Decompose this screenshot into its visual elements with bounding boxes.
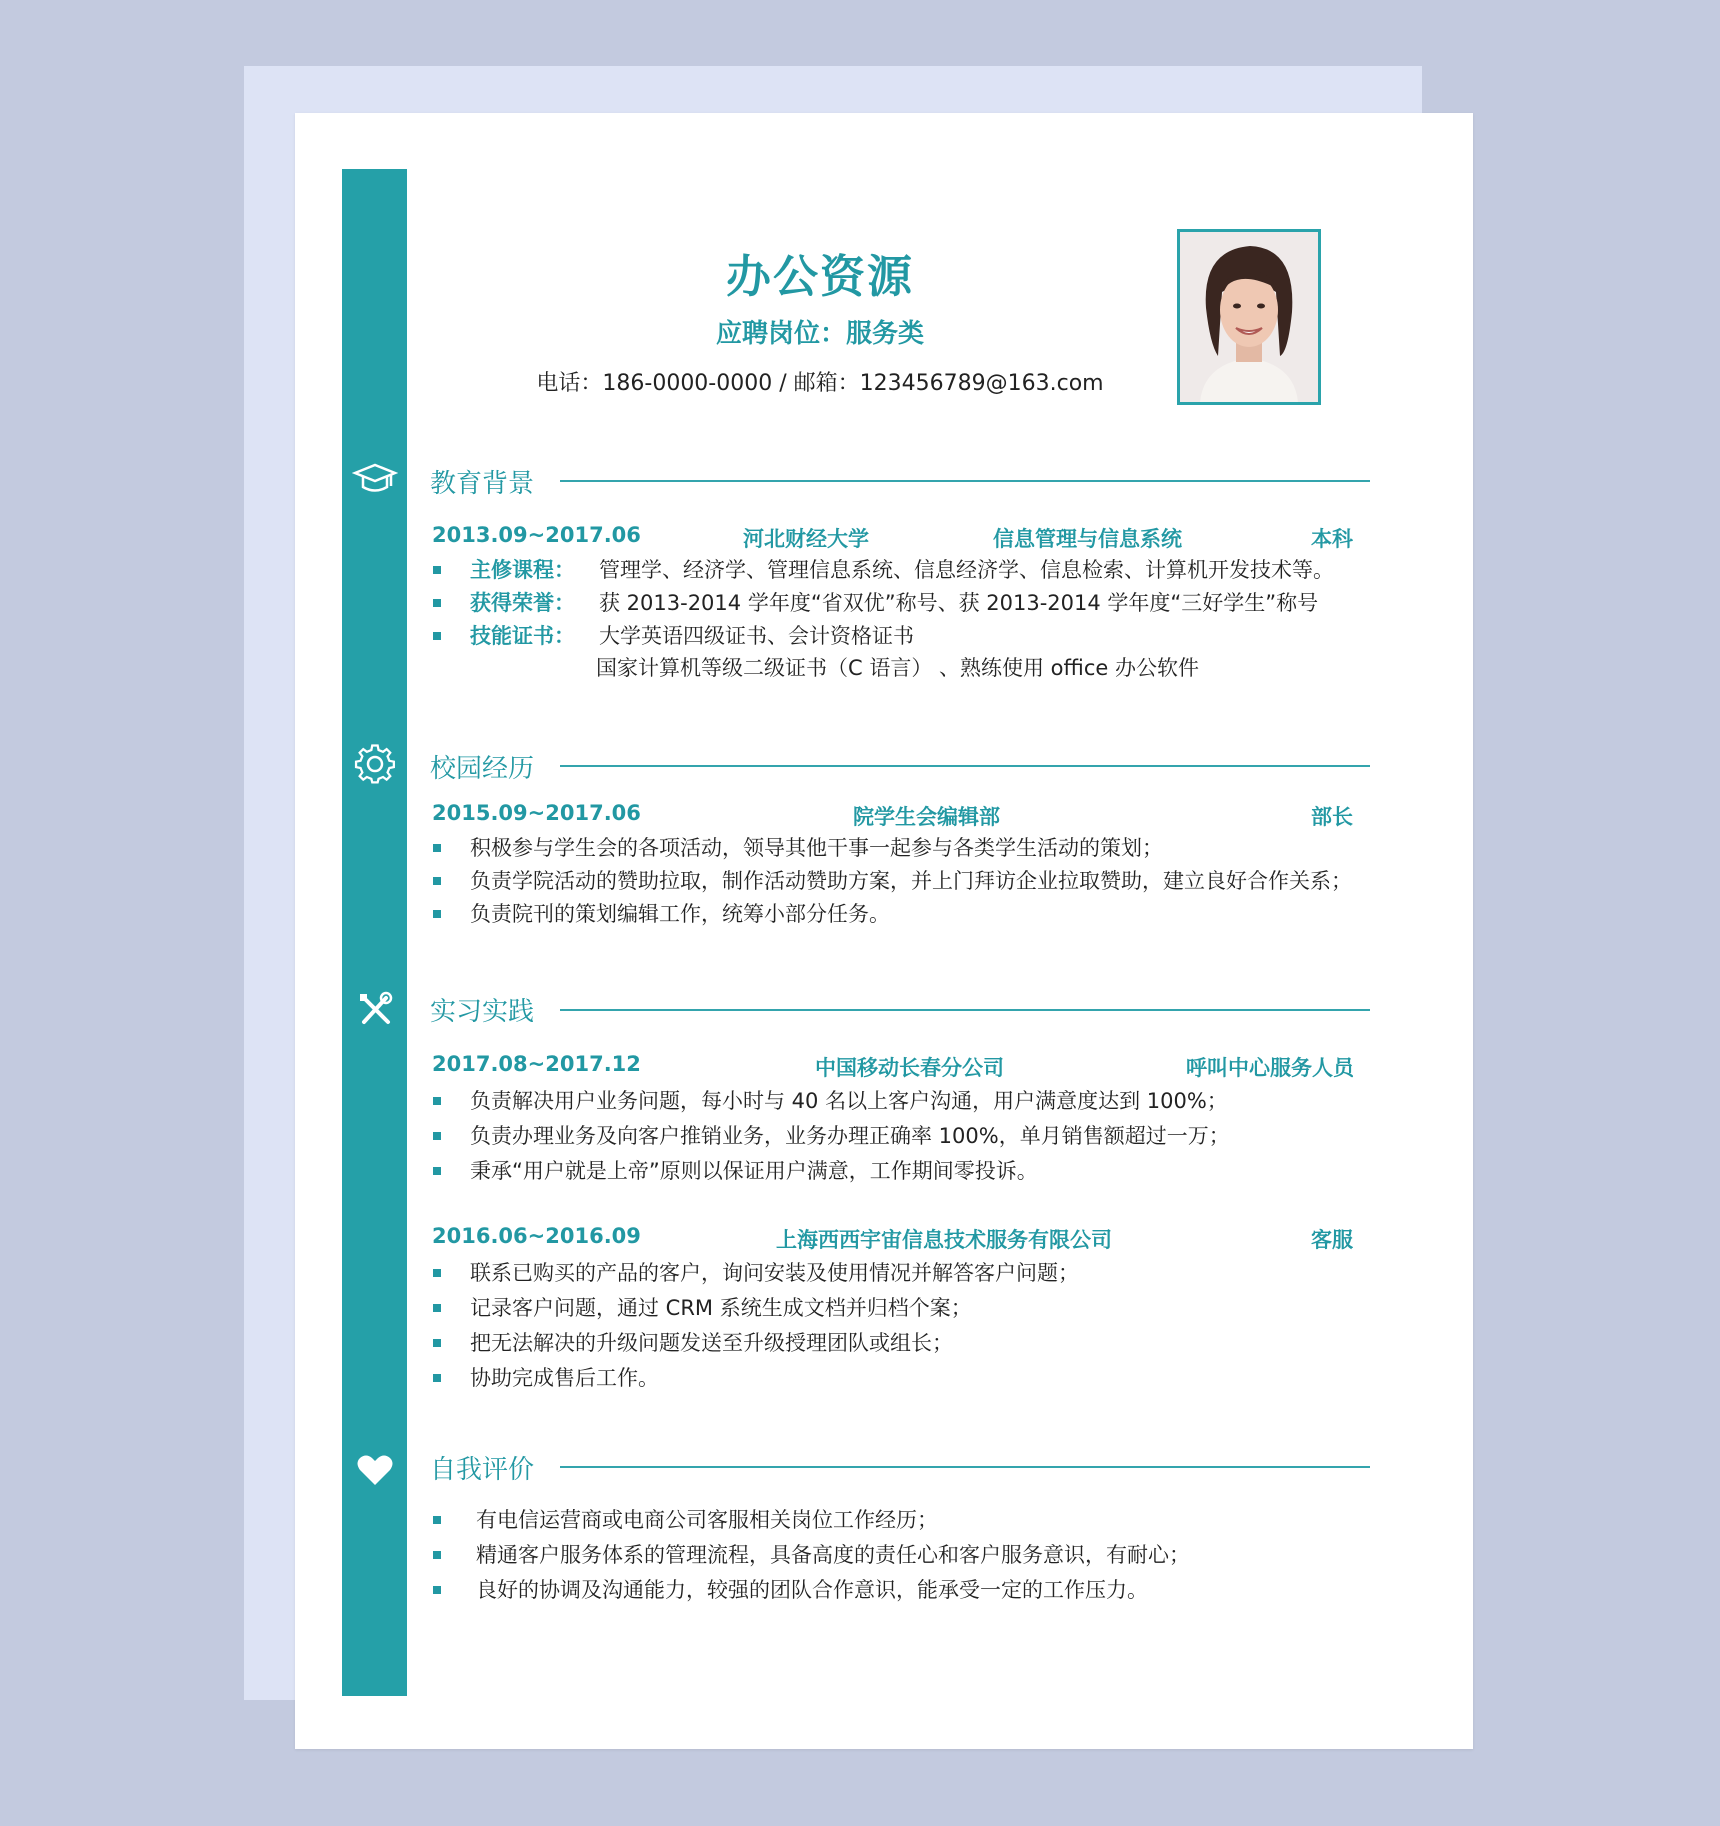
education-degree: 本科 bbox=[1311, 527, 1353, 551]
list-item: 负责办理业务及向客户推销业务，业务办理正确率 100%，单月销售额超过一万； bbox=[470, 1122, 1230, 1150]
list-item: 负责学院活动的赞助拉取，制作活动赞助方案，并上门拜访企业拉取赞助，建立良好合作关系； bbox=[470, 867, 1352, 895]
campus-org: 院学生会编辑部 bbox=[853, 805, 1000, 829]
list-item: 联系已购买的产品的客户，询问安装及使用情况并解答客户问题； bbox=[470, 1259, 1079, 1287]
list-item: 有电信运营商或电商公司客服相关岗位工作经历； bbox=[476, 1506, 938, 1534]
campus-divider bbox=[560, 765, 1370, 767]
self-eval-title: 自我评价 bbox=[430, 1455, 535, 1485]
candidate-name: 办公资源 bbox=[725, 250, 914, 303]
job-role: 客服 bbox=[1311, 1228, 1353, 1252]
contact-info: 电话：186-0000-0000 / 邮箱：123456789@163.com bbox=[536, 371, 1104, 396]
list-item: 记录客户问题，通过 CRM 系统生成文档并归档个案； bbox=[470, 1294, 972, 1322]
job-period: 2017.08~2017.12 bbox=[432, 1052, 641, 1076]
gear-icon bbox=[352, 741, 398, 787]
list-item: 秉承“用户就是上帝”原则以保证用户满意，工作期间零投诉。 bbox=[470, 1157, 1038, 1185]
education-title: 教育背景 bbox=[430, 469, 535, 499]
self-eval-divider bbox=[560, 1466, 1370, 1468]
list-item: 把无法解决的升级问题发送至升级授理团队或组长； bbox=[470, 1329, 953, 1357]
list-item: 负责解决用户业务问题，每小时与 40 名以上客户沟通，用户满意度达到 100%； bbox=[470, 1087, 1228, 1115]
heart-icon bbox=[352, 1447, 398, 1493]
education-period: 2013.09~2017.06 bbox=[432, 523, 641, 547]
list-item: 技能证书： 大学英语四级证书、会计资格证书 bbox=[470, 622, 914, 650]
job-company: 中国移动长春分公司 bbox=[815, 1056, 1004, 1080]
list-item: 获得荣誉： 获 2013-2014 学年度“省双优”称号、获 2013-2014 学年度“三好学生”称号 bbox=[470, 589, 1318, 617]
education-divider bbox=[560, 480, 1370, 482]
job-company: 上海西西宇宙信息技术服务有限公司 bbox=[776, 1228, 1112, 1252]
job-role: 呼叫中心服务人员 bbox=[1186, 1056, 1354, 1080]
job-period: 2016.06~2016.09 bbox=[432, 1224, 641, 1248]
graduation-cap-icon bbox=[352, 456, 398, 502]
profile-photo bbox=[1177, 229, 1321, 405]
internship-title: 实习实践 bbox=[430, 997, 535, 1027]
list-item-continuation: 国家计算机等级二级证书（C 语言） 、熟练使用 office 办公软件 bbox=[596, 656, 1199, 680]
campus-role: 部长 bbox=[1311, 805, 1353, 829]
list-item: 积极参与学生会的各项活动，领导其他干事一起参与各类学生活动的策划； bbox=[470, 834, 1163, 862]
campus-period: 2015.09~2017.06 bbox=[432, 801, 641, 825]
job-position: 应聘岗位：服务类 bbox=[715, 319, 924, 349]
list-item: 负责院刊的策划编辑工作，统筹小部分任务。 bbox=[470, 900, 890, 928]
list-item: 主修课程： 管理学、经济学、管理信息系统、信息经济学、信息检索、计算机开发技术等。 bbox=[470, 556, 1334, 584]
internship-divider bbox=[560, 1009, 1370, 1011]
education-school: 河北财经大学 bbox=[743, 527, 869, 551]
list-item: 协助完成售后工作。 bbox=[470, 1364, 659, 1392]
tools-icon bbox=[352, 986, 398, 1032]
list-item: 精通客户服务体系的管理流程，具备高度的责任心和客户服务意识，有耐心； bbox=[476, 1541, 1190, 1569]
campus-title: 校园经历 bbox=[430, 754, 535, 784]
list-item: 良好的协调及沟通能力，较强的团队合作意识，能承受一定的工作压力。 bbox=[476, 1576, 1148, 1604]
education-major: 信息管理与信息系统 bbox=[993, 527, 1182, 551]
